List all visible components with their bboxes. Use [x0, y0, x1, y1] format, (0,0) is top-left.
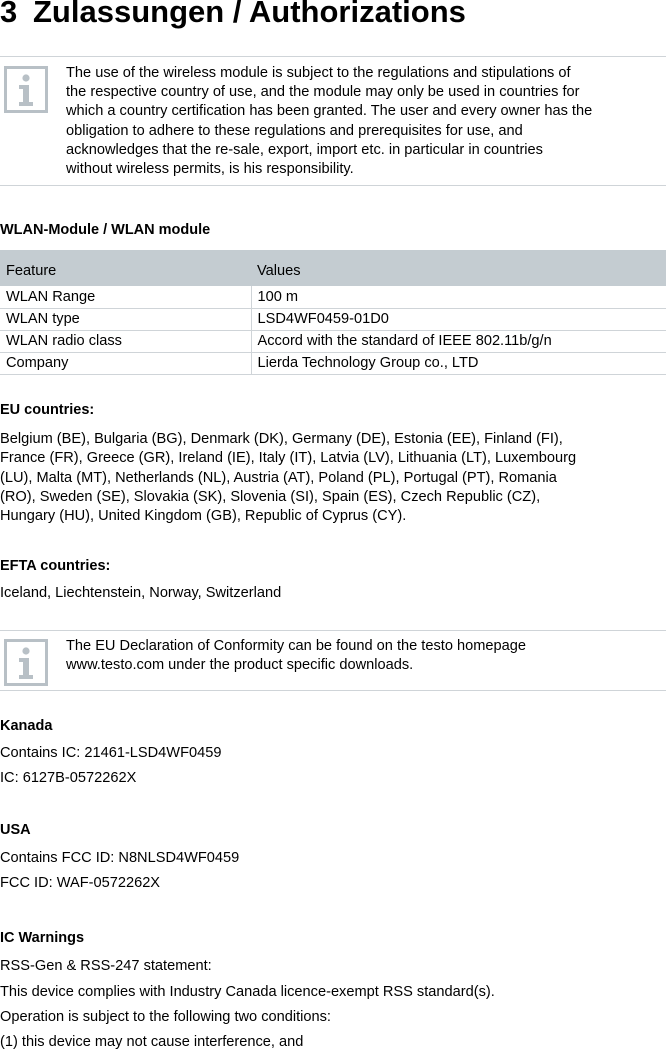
eu-country-list	[0, 430, 666, 526]
info-icon	[4, 66, 48, 113]
text-line: (LU), Malta (MT), Netherlands (NL), Austria (AT), Poland (PL), Portugal (PT), Romania	[0, 469, 557, 486]
kanada-ic-line: IC: 6127B-0572262X	[0, 770, 137, 786]
info-icon	[4, 639, 48, 686]
table-row	[0, 308, 666, 330]
table-cell: WLAN radio class	[0, 330, 251, 352]
divider	[0, 185, 666, 186]
ic-warning-line: RSS-Gen & RSS-247 statement:	[0, 958, 212, 974]
ic-warning-line: (1) this device may not cause interference, and	[0, 1034, 304, 1050]
table-cell: Company	[0, 352, 251, 374]
table-header-row	[0, 250, 666, 286]
eu-heading: EU countries:	[0, 402, 95, 418]
table-row	[0, 352, 666, 374]
usa-heading: USA	[0, 822, 31, 838]
table-cell: Lierda Technology Group co., LTD	[251, 352, 666, 374]
efta-country-list: Iceland, Liechtenstein, Norway, Switzerland	[0, 585, 282, 601]
ic-warning-line: Operation is subject to the following two conditions:	[0, 1009, 331, 1025]
kanada-heading: Kanada	[0, 718, 53, 734]
wlan-heading: WLAN-Module / WLAN module	[0, 222, 211, 238]
usa-fcc-line: FCC ID: WAF-0572262X	[0, 875, 161, 891]
note-line: which a country certification has been granted. The user and every owner has the	[66, 103, 593, 120]
ic-warnings-heading: IC Warnings	[0, 930, 85, 946]
table-cell: Accord with the standard of IEEE 802.11b/g/n	[251, 330, 666, 352]
section-number: 3	[0, 0, 18, 29]
note-wireless-regulations	[66, 64, 666, 179]
table-cell: 100 m	[251, 286, 666, 308]
efta-heading: EFTA countries:	[0, 558, 111, 574]
note-declaration-of-conformity	[66, 637, 666, 675]
table-cell: WLAN type	[0, 308, 251, 330]
note-line: without wireless permits, is his responsibility.	[66, 161, 354, 178]
table-row	[0, 286, 666, 308]
text-line: Hungary (HU), United Kingdom (GB), Republic of Cyprus (CY).	[0, 508, 407, 525]
ic-warning-line: This device complies with Industry Canada licence-exempt RSS standard(s).	[0, 984, 495, 1000]
text-line: Belgium (BE), Bulgaria (BG), Denmark (DK), Germany (DE), Estonia (EE), Finland (FI),	[0, 431, 563, 447]
column-header-feature: Feature	[0, 250, 251, 286]
table-row	[0, 330, 666, 352]
column-header-values: Values	[251, 250, 666, 286]
kanada-ic-line: Contains IC: 21461-LSD4WF0459	[0, 745, 222, 761]
divider	[0, 630, 666, 631]
note-line: acknowledges that the re-sale, export, import etc. in particular in countries	[66, 141, 543, 158]
section-title-text: Zulassungen / Authorizations	[33, 0, 466, 29]
usa-fcc-line: Contains FCC ID: N8NLSD4WF0459	[0, 850, 240, 866]
note-line: The EU Declaration of Conformity can be found on the testo homepage	[66, 638, 526, 654]
note-line: www.testo.com under the product specific downloads.	[66, 657, 414, 674]
text-line: France (FR), Greece (GR), Ireland (IE), Italy (IT), Latvia (LV), Lithuania (LT), Luxembourg	[0, 450, 577, 467]
text-line: (RO), Sweden (SE), Slovakia (SK), Slovenia (SI), Spain (ES), Czech Republic (CZ),	[0, 488, 541, 505]
divider	[0, 690, 666, 691]
note-line: obligation to adhere to these regulations and prerequisites for use, and	[66, 122, 523, 139]
section-title	[0, 0, 466, 30]
table-cell: WLAN Range	[0, 286, 251, 308]
table-cell: LSD4WF0459-01D0	[251, 308, 666, 330]
note-line: the respective country of use, and the module may only be used in countries for	[66, 84, 580, 101]
wlan-spec-table	[0, 250, 666, 375]
divider	[0, 56, 666, 57]
note-line: The use of the wireless module is subject to the regulations and stipulations of	[66, 65, 571, 81]
